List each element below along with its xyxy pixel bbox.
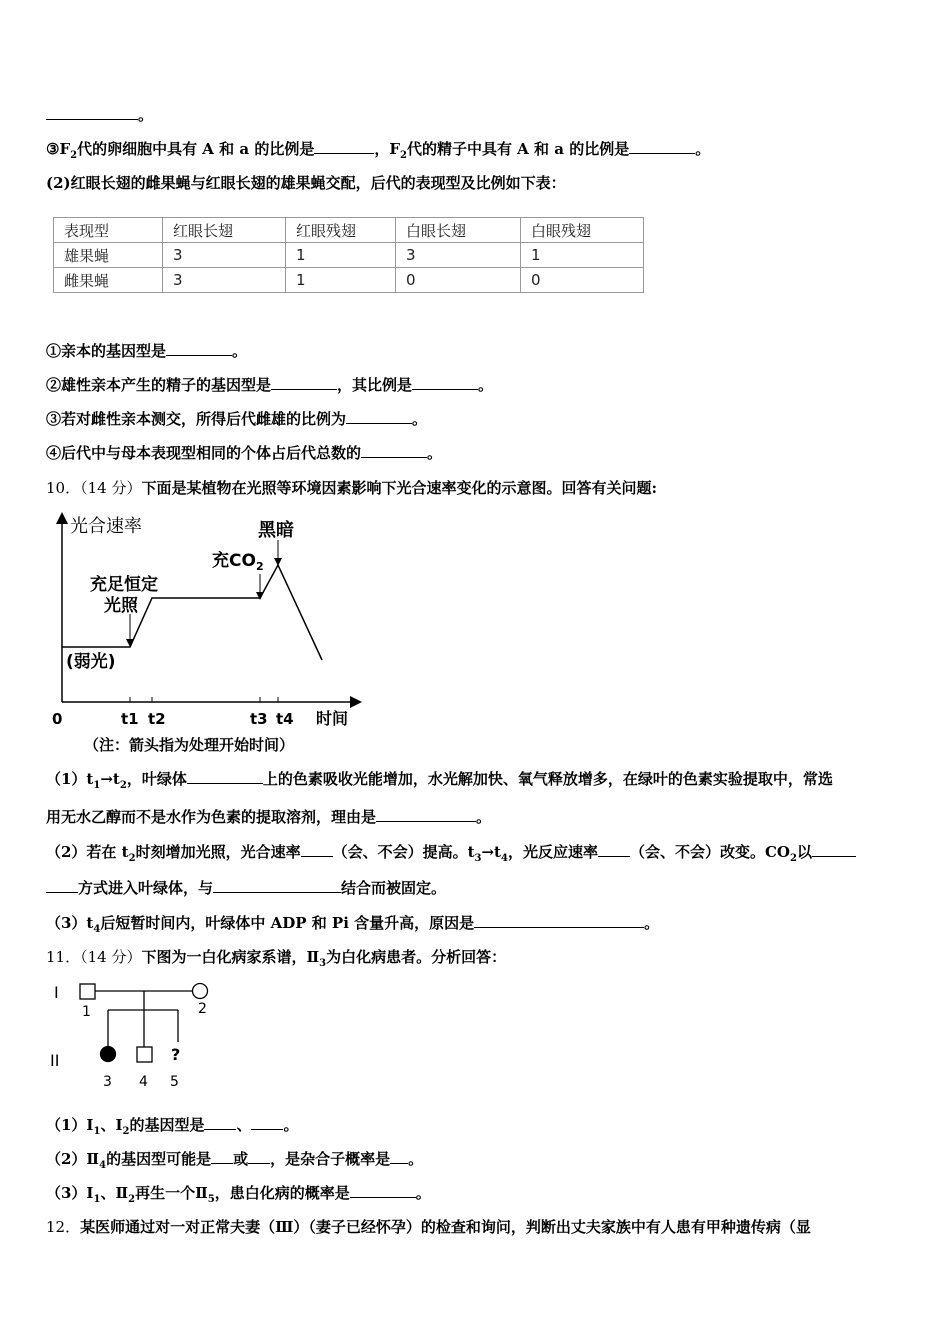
table-cell: 白眼残翅 <box>521 218 644 243</box>
individual-label: 5 <box>170 1074 179 1090</box>
answer-blank[interactable] <box>166 341 232 356</box>
individual-label: 4 <box>139 1074 148 1090</box>
q9-item-4: ④后代中与母本表现型相同的个体占后代总数的 。 <box>46 444 443 462</box>
y-axis-label: 光合速率 <box>70 516 142 537</box>
q10-part3: $(3)t_4$后短暂时间内，叶绿体中 ADP 和 Pi 含量升高，原因是 。 <box>46 914 660 935</box>
generation-ii-label: II <box>50 1051 60 1070</box>
table-cell: 1 <box>521 243 644 268</box>
answer-blank[interactable] <box>187 769 263 784</box>
light-label-line2: 光照 <box>104 596 138 616</box>
table-cell: 雌果蝇 <box>54 268 163 293</box>
co2-label: 充$CO_2$ <box>212 551 264 573</box>
answer-blank[interactable] <box>301 842 333 857</box>
q10-part1-line1: $(1)t_1\to t_2$，叶绿体 上的色素吸收光能增加，水光解加快、氧气释放增多，在绿叶的色素实验提取中，常选 <box>46 770 833 791</box>
answer-blank[interactable] <box>213 878 341 893</box>
answer-blank[interactable] <box>350 1183 416 1198</box>
ii5-unknown-symbol: ? <box>171 1045 181 1064</box>
tick-label-t3: t3 <box>250 710 268 728</box>
answer-blank-line: 。 <box>46 104 153 125</box>
origin-label: 0 <box>52 710 63 728</box>
table-cell: 0 <box>396 268 521 293</box>
table-cell: 1 <box>286 243 396 268</box>
individual-label: 3 <box>103 1074 112 1090</box>
table-cell: 表现型 <box>54 218 163 243</box>
q11-part1: $(1)Ⅰ_1$、$Ⅰ_2$的基因型是 、 。 <box>46 1116 299 1137</box>
answer-blank[interactable] <box>361 443 427 458</box>
q9-item-1: ①亲本的基因型是 。 <box>46 342 248 360</box>
answer-blank[interactable] <box>812 842 856 857</box>
table-cell: 0 <box>521 268 644 293</box>
q11-part3: $(3)Ⅰ_1$、$Ⅱ_2$再生一个$Ⅱ_5$，患白化病的概率是 。 <box>46 1184 431 1205</box>
table-cell: 3 <box>396 243 521 268</box>
table-cell: 红眼残翅 <box>286 218 396 243</box>
generation-i-label: I <box>54 983 59 1002</box>
q11-part2: $(2)Ⅱ_4$的基因型可能是 或 ，是杂合子概率是 。 <box>46 1150 424 1171</box>
q10-part2-line2: 方式进入叶绿体，与 结合而被固定。 <box>46 877 446 898</box>
ii4-male-symbol <box>137 1047 152 1062</box>
answer-blank[interactable] <box>412 375 478 390</box>
individual-label: 2 <box>198 1001 207 1017</box>
answer-blank[interactable] <box>474 913 644 928</box>
answer-blank[interactable] <box>251 1115 283 1130</box>
graph-note: （注：箭头指为处理开始时间） <box>84 736 295 754</box>
q11-stem: 11．（14 分）下图为一白化病家系谱，$Ⅱ_3$为白化病患者。分析回答： <box>46 948 507 969</box>
individual-label: 1 <box>82 1004 91 1020</box>
table-cell: 3 <box>163 268 286 293</box>
tick-label-t4: t4 <box>276 710 294 728</box>
table-cell: 1 <box>286 268 396 293</box>
answer-blank[interactable] <box>204 1115 236 1130</box>
answer-blank[interactable] <box>314 139 374 154</box>
q9-item-3: ③若对雌性亲本测交，所得后代雌雄的比例为 。 <box>46 410 428 428</box>
q10-part1-line2: 用无水乙醇而不是水作为色素的提取溶剂，理由是 。 <box>46 808 492 826</box>
albinism-pedigree <box>46 976 226 1096</box>
tick-label-t1: t1 <box>121 710 139 728</box>
q9-item-2: ②雄性亲本产生的精子的基因型是 ，其比例是 。 <box>46 376 494 394</box>
table-cell: 白眼长翅 <box>396 218 521 243</box>
x-axis-label: 时间 <box>316 709 349 728</box>
q9-part2-stem: (2)红眼长翅的雌果蝇与红眼长翅的雄果蝇交配，后代的表现型及比例如下表： <box>46 174 566 192</box>
ii3-affected-female-symbol <box>101 1047 116 1062</box>
table-header-row <box>54 218 644 243</box>
i2-female-symbol <box>193 984 208 999</box>
phenotype-table <box>53 217 644 293</box>
q12-stem: 12．某医师通过对一对正常夫妻（Ⅲ）（妻子已经怀孕）的检查和询问，判断出丈夫家族中有人患有甲种遗传病（显 <box>46 1218 811 1236</box>
answer-blank[interactable] <box>248 1149 270 1164</box>
table-row <box>54 243 644 268</box>
weak-light-label: (弱光) <box>66 652 116 672</box>
i1-male-symbol <box>80 984 95 999</box>
answer-blank[interactable] <box>629 139 695 154</box>
answer-blank[interactable] <box>271 375 337 390</box>
answer-blank[interactable] <box>390 1149 408 1164</box>
dark-label: 黑暗 <box>258 520 294 541</box>
answer-blank[interactable] <box>211 1149 233 1164</box>
photosynthesis-rate-graph <box>48 510 368 760</box>
table-cell: 雄果蝇 <box>54 243 163 268</box>
answer-blank[interactable] <box>46 878 78 893</box>
q10-part2-line1: （2）若在 $t_2$时刻增加光照，光合速率 （会、不会）提高。$t_3\to t_4$，光反应速率 （会、不会）改变。$CO_2$以 <box>46 841 856 864</box>
q9-f2-ratio-line: $③F_2$代的卵细胞中具有 A 和 a 的比例是 ，$F_2$代的精子中具有 A 和 a 的比例是 。 <box>46 140 711 161</box>
table-cell: 3 <box>163 243 286 268</box>
answer-blank[interactable] <box>346 409 412 424</box>
q10-stem: 10．（14 分）下面是某植物在光照等环境因素影响下光合速率变化的示意图。回答有关问题: <box>46 479 657 497</box>
tick-label-t2: t2 <box>148 710 166 728</box>
light-label-line1: 充足恒定 <box>90 575 158 595</box>
answer-blank[interactable] <box>598 842 630 857</box>
table-row <box>54 268 644 293</box>
table-cell: 红眼长翅 <box>163 218 286 243</box>
answer-blank[interactable] <box>46 105 138 120</box>
answer-blank[interactable] <box>376 807 476 822</box>
